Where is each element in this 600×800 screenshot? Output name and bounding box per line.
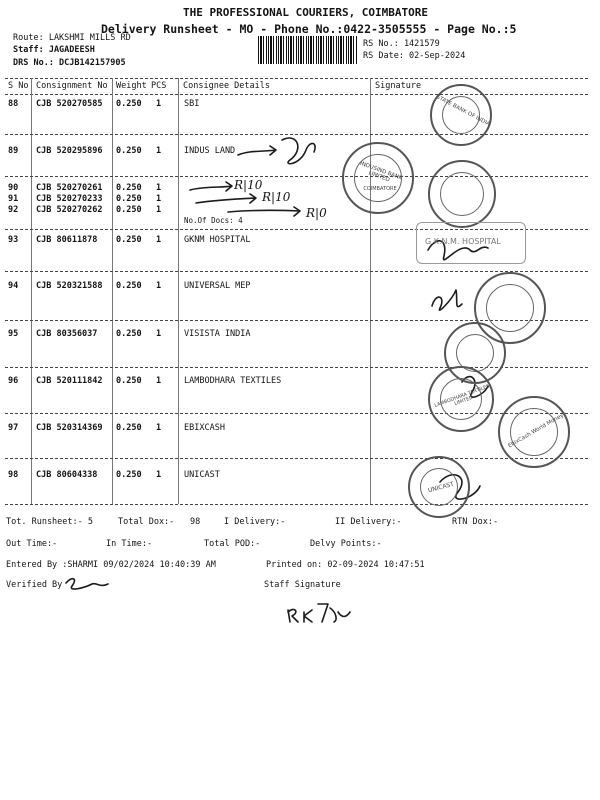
row-pcs: 1 bbox=[156, 183, 162, 193]
row-sno: 90 bbox=[8, 183, 19, 193]
row-consignment: CJB 520314369 bbox=[36, 423, 103, 433]
row-sno: 95 bbox=[8, 329, 19, 339]
row-sno: 92 bbox=[8, 205, 19, 215]
col-divider bbox=[178, 78, 179, 504]
row-pcs: 1 bbox=[156, 205, 162, 215]
row-sno: 93 bbox=[8, 235, 19, 245]
row-consignee: UNIVERSAL MEP bbox=[184, 281, 251, 291]
verified-by: Verified By bbox=[6, 580, 63, 590]
row-rule bbox=[5, 458, 588, 459]
delivery-points: Delvy Points:- bbox=[310, 539, 382, 549]
row-rule bbox=[5, 504, 588, 505]
row-consignment: CJB 520295896 bbox=[36, 146, 103, 156]
row-sno: 98 bbox=[8, 470, 19, 480]
row-weight: 0.250 bbox=[116, 194, 142, 204]
row-consignee: LAMBODHARA TEXTILES bbox=[184, 376, 282, 386]
row-weight: 0.250 bbox=[116, 146, 142, 156]
rs-date: RS Date: 02-Sep-2024 bbox=[363, 51, 466, 61]
lambodhara-stamp: LAMBODHARA TEXTILES LIMITED bbox=[428, 366, 494, 432]
row-rule bbox=[5, 176, 588, 177]
row-rule bbox=[5, 413, 588, 414]
row-consignment: CJB 80604338 bbox=[36, 470, 98, 480]
row-consignment: CJB 520270233 bbox=[36, 194, 103, 204]
col-header-pcs: PCS bbox=[151, 81, 167, 91]
row-rule bbox=[5, 134, 588, 135]
staff-label: Staff: JAGADEESH bbox=[13, 45, 95, 55]
in-time: In Time:- bbox=[106, 539, 153, 549]
row-weight: 0.250 bbox=[116, 329, 142, 339]
row-consignee: INDUS LAND bbox=[184, 146, 236, 156]
staff-signature-label: Staff Signature bbox=[264, 580, 341, 590]
total-dox-value: 98 bbox=[190, 517, 201, 527]
handwritten-note: R|10 bbox=[262, 190, 291, 204]
row-sno: 91 bbox=[8, 194, 19, 204]
state-bank-stamp: STATE BANK OF INDIA bbox=[430, 84, 492, 146]
row-consignee: UNICAST bbox=[184, 470, 220, 480]
table-top-rule bbox=[5, 78, 588, 79]
ii-delivery: II Delivery:- bbox=[335, 517, 402, 527]
col-header-consignment: Consignment No bbox=[36, 81, 108, 91]
company-title: THE PROFESSIONAL COURIERS, COIMBATORE bbox=[183, 6, 429, 19]
total-dox-label: Total Dox:- bbox=[118, 517, 175, 527]
row-consignment: CJB 520111842 bbox=[36, 376, 103, 386]
handwritten-note: R|10 bbox=[234, 178, 263, 192]
row-weight: 0.250 bbox=[116, 281, 142, 291]
indusind-stamp-2 bbox=[428, 160, 496, 228]
rs-number: RS No.: 1421579 bbox=[363, 39, 440, 49]
row-consignment: CJB 520270261 bbox=[36, 183, 103, 193]
row-pcs: 1 bbox=[156, 99, 162, 109]
row-sno: 88 bbox=[8, 99, 19, 109]
runsheet-title: Delivery Runsheet - MO - Phone No.:0422-3505555 - Page No.:5 bbox=[101, 22, 517, 36]
handwritten-note: R|0 bbox=[306, 206, 327, 220]
out-time: Out Time:- bbox=[6, 539, 58, 549]
row-sno: 96 bbox=[8, 376, 19, 386]
row-weight: 0.250 bbox=[116, 470, 142, 480]
printed-on: Printed on: 02-09-2024 10:47:51 bbox=[266, 560, 425, 570]
row-pcs: 1 bbox=[156, 194, 162, 204]
indusind-stamp: INDUSIND BANK LIMITED COIMBATORE bbox=[342, 142, 414, 214]
row-consignment: CJB 520270585 bbox=[36, 99, 103, 109]
col-header-sno: S No bbox=[8, 81, 29, 91]
row-consignment: CJB 80356037 bbox=[36, 329, 98, 339]
col-divider bbox=[31, 78, 32, 504]
table-header-rule bbox=[5, 94, 588, 95]
row-consignee: EBIXCASH bbox=[184, 423, 225, 433]
row-weight: 0.250 bbox=[116, 183, 142, 193]
row-pcs: 1 bbox=[156, 235, 162, 245]
ebixcash-stamp: EbixCash World Money bbox=[498, 396, 570, 468]
row-pcs: 1 bbox=[156, 329, 162, 339]
col-header-signature: Signature bbox=[375, 81, 422, 91]
unicast-stamp: UNICAST bbox=[408, 456, 470, 518]
row-weight: 0.250 bbox=[116, 376, 142, 386]
row-pcs: 1 bbox=[156, 376, 162, 386]
row-consignment: CJB 520270262 bbox=[36, 205, 103, 215]
row-pcs: 1 bbox=[156, 146, 162, 156]
group-doc-count: No.Of Docs: 4 bbox=[184, 216, 243, 225]
gknm-hospital-stamp: G.K.N.M. HOSPITAL bbox=[416, 222, 526, 264]
row-rule bbox=[5, 271, 588, 272]
col-divider bbox=[112, 78, 113, 504]
total-pod: Total POD:- bbox=[204, 539, 261, 549]
row-consignment: CJB 80611878 bbox=[36, 235, 98, 245]
row-sno: 97 bbox=[8, 423, 19, 433]
row-sno: 89 bbox=[8, 146, 19, 156]
row-pcs: 1 bbox=[156, 470, 162, 480]
row-pcs: 1 bbox=[156, 281, 162, 291]
row-pcs: 1 bbox=[156, 423, 162, 433]
col-header-consignee: Consignee Details bbox=[183, 81, 270, 91]
rtn-dox: RTN Dox:- bbox=[452, 517, 499, 527]
route-label: Route: LAKSHMI MILLS RD bbox=[13, 33, 131, 43]
row-weight: 0.250 bbox=[116, 99, 142, 109]
barcode bbox=[258, 36, 358, 64]
row-consignee: GKNM HOSPITAL bbox=[184, 235, 251, 245]
row-consignee: SBI bbox=[184, 99, 200, 109]
row-consignee: VISISTA INDIA bbox=[184, 329, 251, 339]
row-weight: 0.250 bbox=[116, 423, 142, 433]
entered-by: Entered By :SHARMI 09/02/2024 10:40:39 AM bbox=[6, 560, 216, 570]
total-runsheet: Tot. Runsheet:- 5 bbox=[6, 517, 93, 527]
row-consignment: CJB 520321588 bbox=[36, 281, 103, 291]
col-header-weight: Weight bbox=[116, 81, 147, 91]
row-sno: 94 bbox=[8, 281, 19, 291]
row-weight: 0.250 bbox=[116, 205, 142, 215]
drs-number: DRS No.: DCJB142157905 bbox=[13, 58, 126, 68]
i-delivery: I Delivery:- bbox=[224, 517, 286, 527]
row-weight: 0.250 bbox=[116, 235, 142, 245]
